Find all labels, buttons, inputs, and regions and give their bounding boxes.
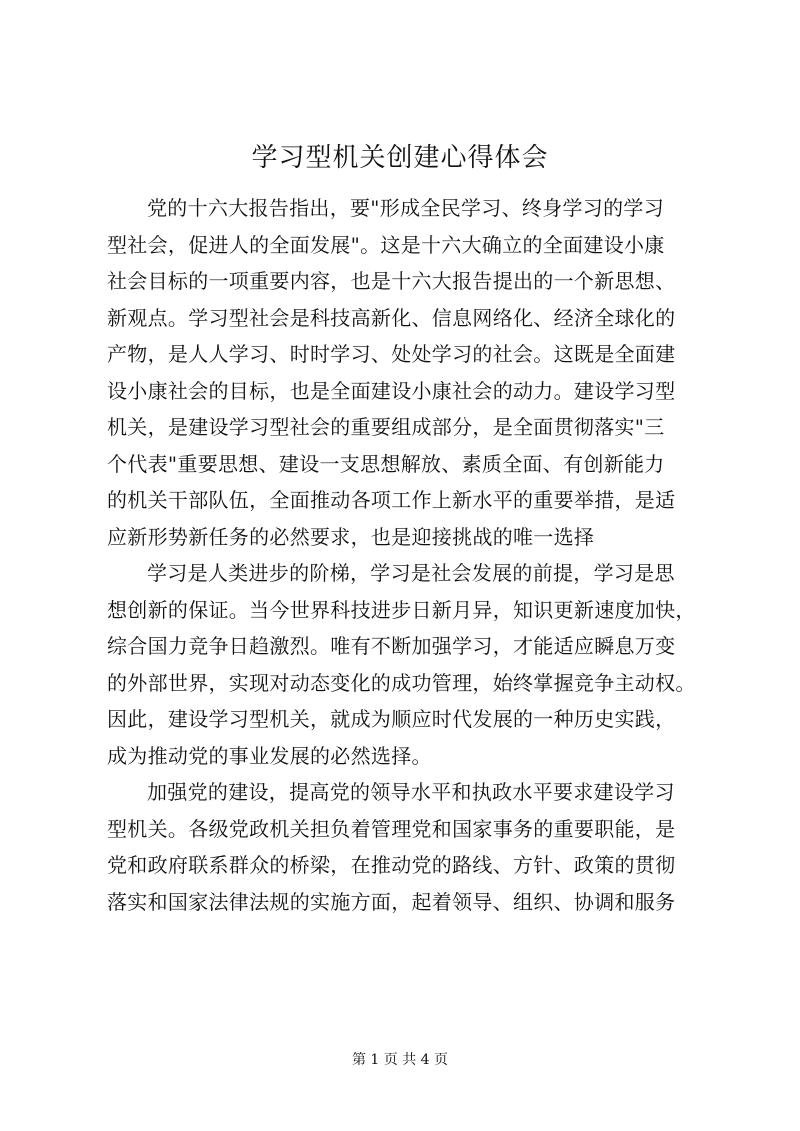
- paragraph-1: [107, 190, 707, 555]
- paragraph-2: [107, 555, 707, 774]
- paragraph-line: 想创新的保证。当今世界科技进步日新月异，知识更新速度加快，: [107, 597, 696, 622]
- paragraph-line: 成为推动党的事业发展的必然选择。: [107, 743, 432, 768]
- paragraph-line: 综合国力竞争日趋激烈。唯有不断加强学习，才能适应瞬息万变: [107, 634, 676, 658]
- paragraph-line: 的外部世界，实现对动态变化的成功管理，始终掌握竞争主动权。: [107, 670, 696, 695]
- paragraph-line: 新观点。学习型社会是科技高新化、信息网络化、经济全球化的: [107, 305, 676, 330]
- document-title: 学习型机关创建心得体会: [251, 143, 549, 173]
- paragraph-3: [107, 774, 707, 920]
- page-footer: 第 1 页 共 4 页: [351, 1052, 449, 1068]
- paragraph-line: 机关，是建设学习型社会的重要组成部分，是全面贯彻落实"三: [107, 415, 665, 439]
- paragraph-line: 加强党的建设，提高党的领导水平和执政水平要求建设学习: [147, 780, 675, 804]
- paragraph-line: 学习是人类进步的阶梯，学习是社会发展的前提，学习是思: [147, 561, 675, 585]
- document-body: [107, 190, 707, 920]
- paragraph-line: 应新形势新任务的必然要求，也是迎接挑战的唯一选择: [107, 524, 595, 549]
- paragraph-line: 设小康社会的目标，也是全面建设小康社会的动力。建设学习型: [107, 378, 676, 403]
- paragraph-line: 党的十六大报告指出，要"形成全民学习、终身学习的学习: [147, 196, 664, 220]
- paragraph-line: 产物，是人人学习、时时学习、处处学习的社会。这既是全面建: [107, 342, 676, 366]
- paragraph-line: 因此，建设学习型机关，就成为顺应时代发展的一种历史实践，: [107, 707, 676, 731]
- paragraph-line: 个代表"重要思想、建设一支思想解放、素质全面、有创新能力: [107, 451, 665, 476]
- paragraph-line: 落实和国家法律法规的实施方面，起着领导、组织、协调和服务: [107, 889, 676, 914]
- paragraph-line: 的机关干部队伍，全面推动各项工作上新水平的重要举措，是适: [107, 488, 676, 512]
- paragraph-line: 党和政府联系群众的桥梁，在推动党的路线、方针、政策的贯彻: [107, 853, 676, 877]
- paragraph-line: 型社会，促进人的全面发展"。这是十六大确立的全面建设小康: [107, 232, 665, 257]
- paragraph-line: 型机关。各级党政机关担负着管理党和国家事务的重要职能，是: [107, 816, 676, 841]
- paragraph-line: 社会目标的一项重要内容，也是十六大报告提出的一个新思想、: [107, 269, 676, 293]
